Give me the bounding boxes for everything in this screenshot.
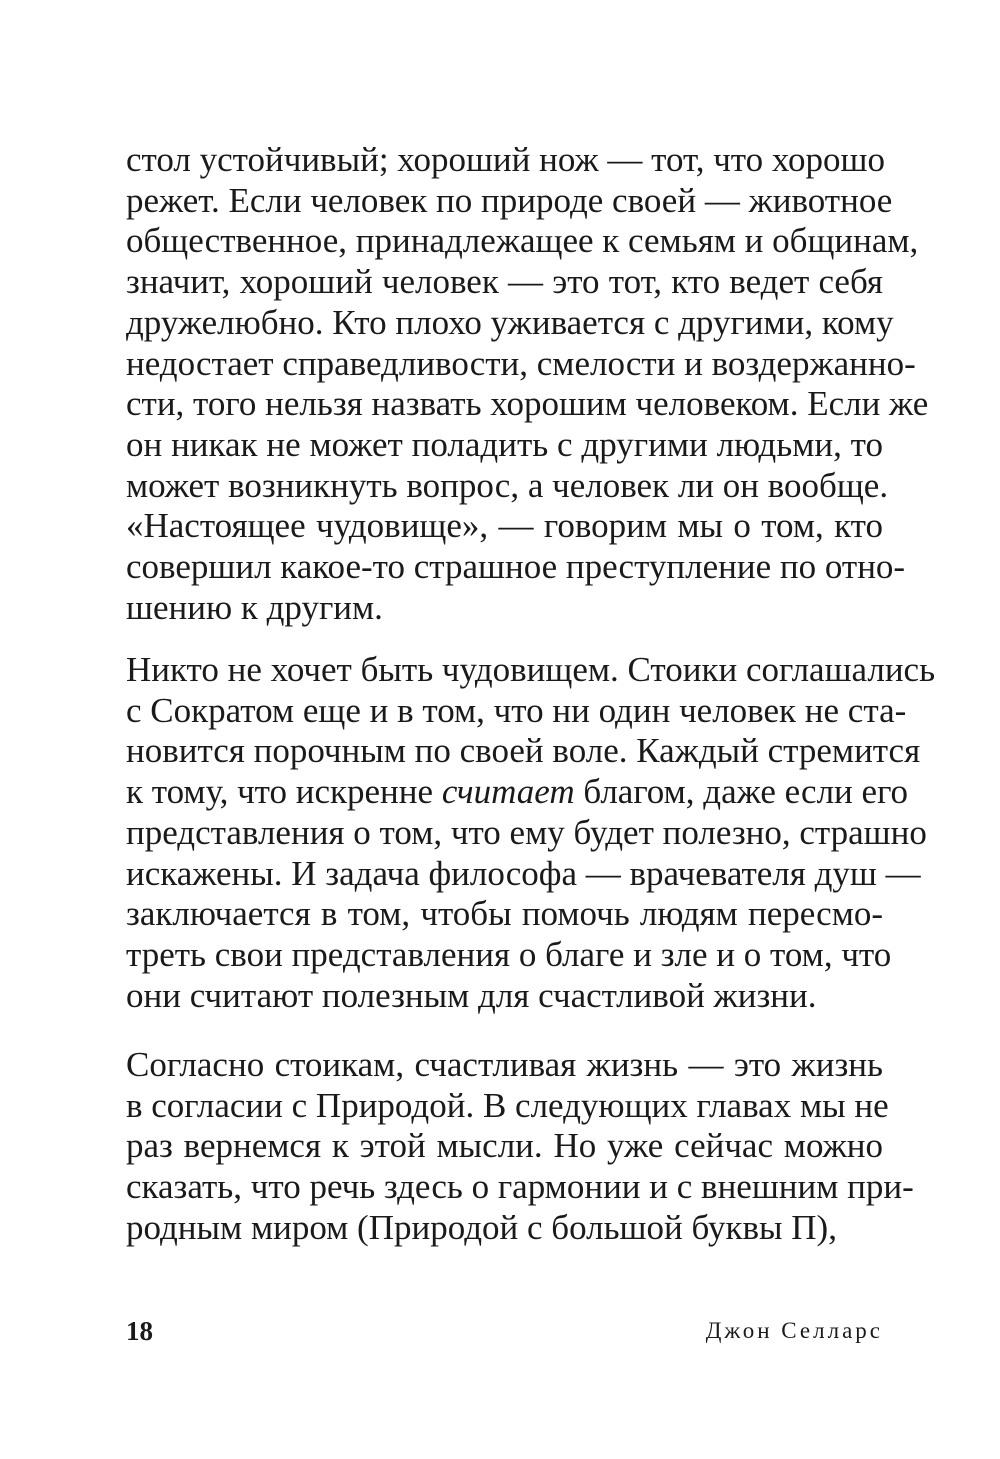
text-segment: новится порочным по своей воле. Каждый стремится: [126, 731, 921, 770]
text-line: [126, 1208, 883, 1248]
text-segment: Никто не хочет быть чудовищем. Стоики соглашались: [126, 650, 936, 689]
text-line: [126, 384, 929, 424]
text-segment: они считают полезным для счастливой жизни.: [126, 976, 817, 1015]
text-segment: благом, даже если его: [574, 772, 909, 811]
text-segment: треть свои представления о благе и зле и о том, что: [126, 935, 892, 974]
page-number: 18: [126, 1316, 153, 1346]
text-line: [126, 221, 919, 261]
text-line: [126, 691, 907, 731]
text-segment: с Сократом еще и в том, что ни один человек не ста-: [126, 691, 907, 730]
text-line: [126, 1086, 889, 1126]
text-line: [126, 935, 892, 975]
text-line: [126, 466, 889, 506]
text-line: [126, 813, 927, 853]
text-line: [126, 772, 909, 812]
text-line: [126, 425, 883, 465]
text-segment: недостает справедливости, смелости и воздержанно-: [126, 344, 916, 383]
text-segment: Согласно стоикам, счастливая жизнь — это жизнь: [126, 1045, 883, 1084]
text-line: [126, 262, 883, 302]
text-segment: шению к другим.: [126, 588, 383, 627]
text-line: [126, 1167, 914, 1207]
text-segment: сказать, что речь здесь о гармонии и с внешним при-: [126, 1167, 914, 1206]
text-segment: дружелюбно. Кто плохо уживается с другими, кому: [126, 303, 894, 342]
text-segment: режет. Если человек по природе своей — животное: [126, 181, 893, 220]
text-segment: «Настоящее чудовище», — говорим мы о том, кто: [126, 506, 883, 545]
text-segment: совершил какое-то страшное преступление по отно-: [126, 547, 906, 586]
text-line: [126, 731, 921, 771]
text-line: [126, 894, 883, 934]
text-segment: значит, хороший человек — это тот, кто ведет себя: [126, 262, 883, 301]
text-segment: сти, того нельзя назвать хорошим человеком. Если же: [126, 384, 929, 423]
text-segment: раз вернемся к этой мысли. Но уже сейчас можно: [126, 1126, 883, 1165]
text-line: [126, 181, 893, 221]
emphasis-text: считает: [441, 772, 575, 811]
text-line: [126, 344, 916, 384]
text-line: [126, 303, 894, 343]
text-line: [126, 976, 883, 1016]
text-line: [126, 588, 883, 628]
text-segment: к тому, что искренне: [126, 772, 442, 811]
text-segment: родным миром (Природой с большой буквы П),: [126, 1208, 837, 1247]
text-segment: он никак не может поладить с другими людьми, то: [126, 425, 883, 464]
text-line: [126, 1045, 883, 1085]
text-segment: может возникнуть вопрос, а человек ли он вообще.: [126, 466, 889, 505]
text-segment: общественное, принадлежащее к семьям и общинам,: [126, 221, 919, 260]
text-line: [126, 547, 906, 587]
text-line: [126, 506, 883, 546]
text-segment: в согласии с Природой. В следующих главах мы не: [126, 1086, 889, 1125]
running-footer-author: Джон Селларс: [705, 1318, 883, 1343]
text-segment: стол устойчивый; хороший нож — тот, что хорошо: [126, 140, 886, 179]
text-line: [126, 650, 936, 690]
text-line: [126, 1126, 883, 1166]
text-line: [126, 854, 921, 894]
text-segment: искажены. И задача философа — врачевателя душ —: [126, 854, 921, 893]
text-segment: представления о том, что ему будет полезно, страшно: [126, 813, 927, 852]
text-line: [126, 140, 886, 180]
text-segment: заключается в том, чтобы помочь людям пересмо-: [126, 894, 883, 933]
